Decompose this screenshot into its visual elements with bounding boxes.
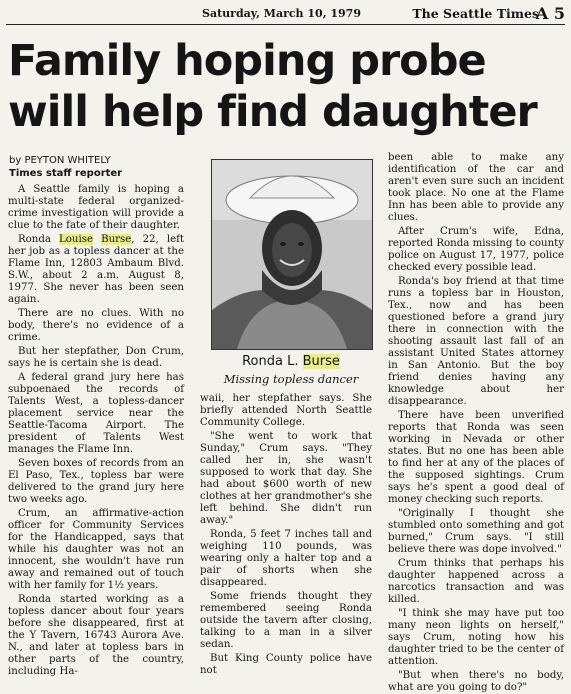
article-column-1 [8, 184, 184, 677]
paragraph: Ronda started working as a topless dancer about four years before she disappeared, first at the Y Tavern, 16743 Aurora Ave. N., and later at topless bars in other parts of the country, including Ha- [8, 594, 184, 677]
page-number: A 5 [535, 4, 565, 23]
paragraph: Ronda, 5 feet 7 inches tall and weighing 110 pounds, was wearing only a halter top and a pair of shorts when she disappeared. [200, 529, 372, 588]
caption-highlighted-name: Burse [302, 354, 340, 369]
article-column-2 [200, 393, 372, 676]
paragraph: There have been unverified reports that Ronda was seen working in Nevada or other states. But no one has been able to find her at any of the places of the supposed sightings. Crum says he's spent a good deal of money checking such reports. [388, 410, 564, 505]
headline-line-2: will help find daughter [8, 87, 537, 137]
paragraph-text: Ronda [18, 234, 51, 245]
photo-caption [200, 354, 382, 369]
headline [8, 36, 568, 138]
portrait-photo [211, 159, 373, 350]
portrait-illustration [212, 160, 372, 349]
caption-first-name: Ronda L. [242, 354, 299, 369]
paragraph: A federal grand jury here has subpoenaed the records of Talents West, a topless-dancer placement service near the Seattle-Tacoma Airport. The president of Talents West manages the Flame Inn. [8, 372, 184, 455]
newspaper-name: The Seattle Times [412, 6, 539, 21]
paragraph: waii, her stepfather says. She briefly attended North Seattle Community College. [200, 393, 372, 428]
highlighted-name: Burse [101, 234, 132, 245]
masthead [6, 4, 565, 25]
paragraph-text: , 22, left her job as a topless dancer at the Flame Inn, 12803 Ambaum Blvd. S.W., about 2 a.m. August 8, 1977. She never has been seen again. [8, 234, 184, 305]
byline [9, 154, 189, 180]
paragraph: Crum, an affirmative-action officer for Community Services for the Handicapped, says that while his daughter was not an innocent, she wouldn't have run away and remained out of touch with her family for 1½ years. [8, 508, 184, 591]
byline-role: Times staff reporter [9, 168, 123, 179]
paragraph: But King County police have not [200, 653, 372, 676]
paragraph: been able to make any identification of the car and aren't even sure such an incident took place. No one at the Flame Inn has been able to provide any clues. [388, 152, 564, 223]
byline-author: by PEYTON WHITELY [9, 155, 111, 166]
paragraph: Seven boxes of records from an El Paso, Tex., topless bar were delivered to the grand jury here two weeks ago. [8, 458, 184, 505]
paragraph: Ronda's boy friend at that time runs a topless bar in Houston, Tex., now and has been questioned before a grand jury there in connection with the shooting assault last fall of an assistant United States attorney in San Antonio. But the boy friend denies having any knowledge about her disappearance. [388, 276, 564, 407]
paragraph: "I think she may have put too many neon lights on herself," says Crum, noting how his daughter tried to be the center of attention. [388, 608, 564, 667]
paragraph: Crum thinks that perhaps his daughter happened across a narcotics transaction and was killed. [388, 558, 564, 605]
paragraph: A Seattle family is hoping a multi-state federal organized-crime investigation will provide a clue to the fate of their daughter. [8, 184, 184, 231]
paragraph: "Originally I thought she stumbled onto something and got burned," Crum says. "I still believe there was dope involved." [388, 508, 564, 555]
paragraph: "But when there's no body, what are you going to do?" [388, 670, 564, 693]
highlighted-name: Louise [59, 234, 94, 245]
paragraph: There are no clues. With no body, there's no evidence of a crime. [8, 308, 184, 343]
article-column-3 [388, 152, 564, 693]
headline-line-1: Family hoping probe [8, 36, 486, 86]
paragraph: "She went to work that Sunday," Crum says. "They called her in, she wasn't supposed to work that day. She had about $600 worth of new clothes at her grandmother's she left behind. She didn't run away." [200, 431, 372, 526]
issue-date: Saturday, March 10, 1979 [202, 7, 361, 20]
paragraph: But her stepfather, Don Crum, says he is certain she is dead. [8, 346, 184, 369]
paragraph: Some friends thought they remembered seeing Ronda outside the tavern after closing, talking to a man in a silver sedan. [200, 591, 372, 650]
paragraph [8, 234, 184, 306]
paragraph: After Crum's wife, Edna, reported Ronda missing to county police on August 17, 1977, police checked every possible lead. [388, 226, 564, 273]
photo-subcaption: Missing topless dancer [223, 372, 359, 386]
